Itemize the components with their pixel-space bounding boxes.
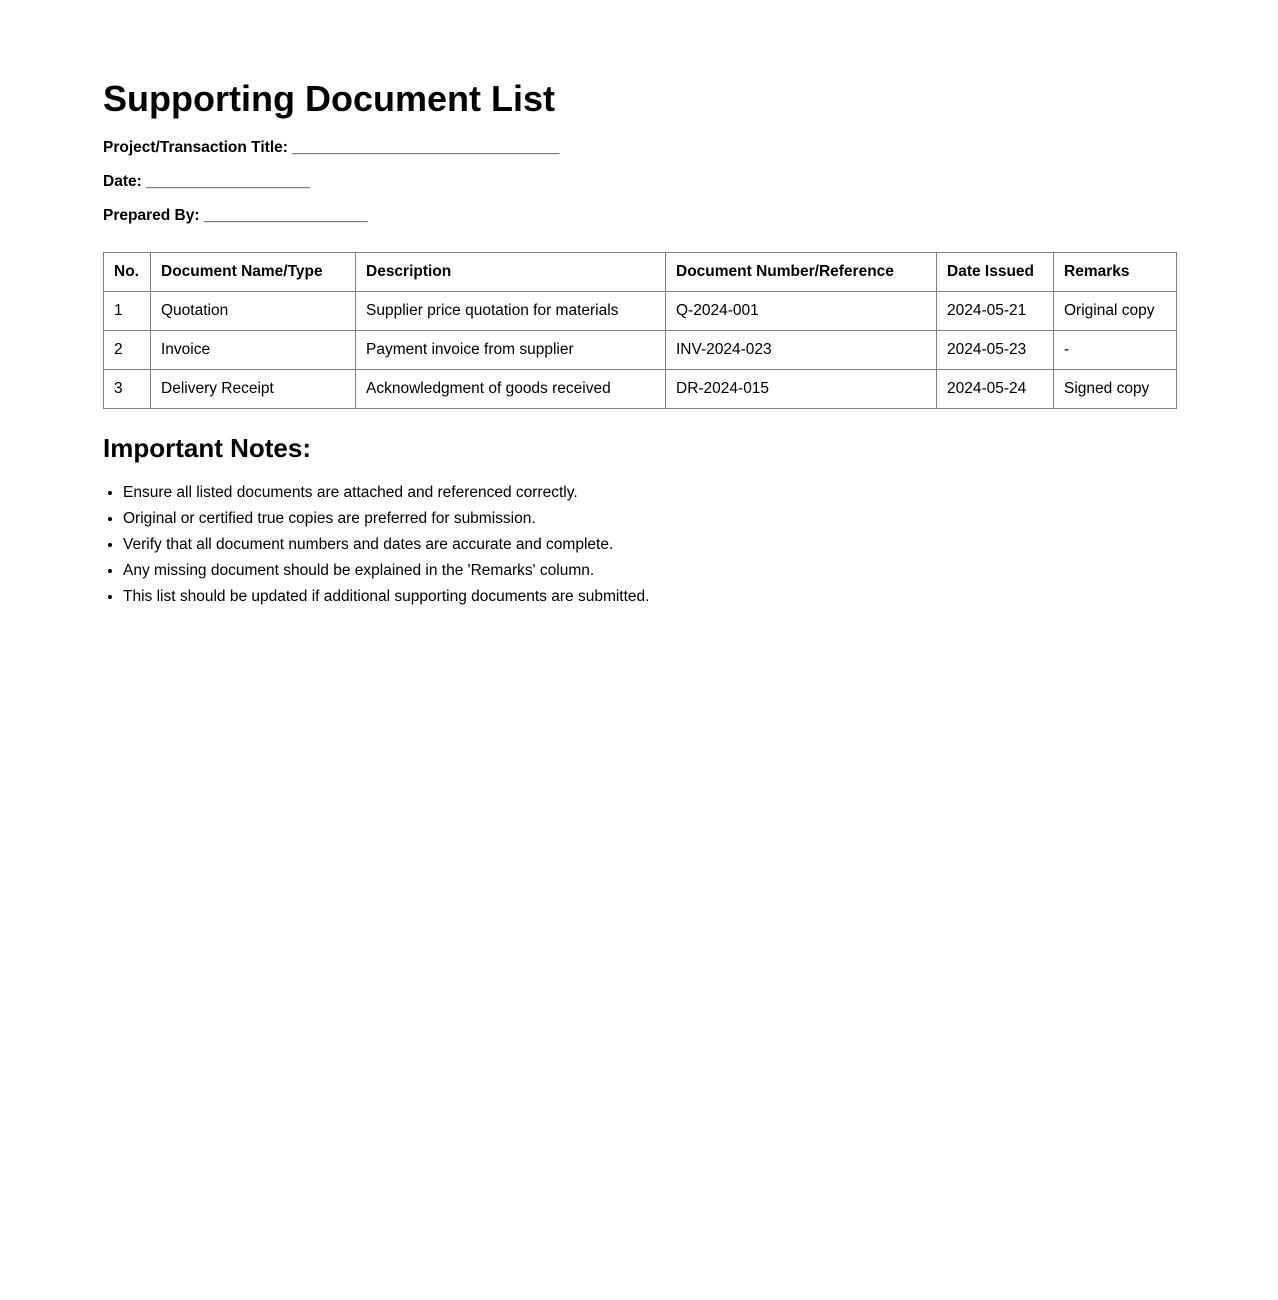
field-prepared-by-label: Prepared By: (103, 207, 200, 225)
field-date-label: Date: (103, 173, 142, 191)
notes-heading: Important Notes: (103, 433, 311, 464)
cell-no: 2 (104, 331, 151, 370)
cell-no: 1 (104, 292, 151, 331)
cell-remarks: Original copy (1054, 292, 1177, 331)
note-item: • Ensure all listed documents are attached and referenced correctly. (123, 480, 1178, 506)
notes-list (103, 480, 1178, 610)
cell-document-number-reference: Q-2024-001 (666, 292, 937, 331)
cell-remarks: Signed copy (1054, 370, 1177, 409)
header-document-name-type: Document Name/Type (151, 253, 356, 292)
note-item: • Any missing document should be explained in the 'Remarks' column. (123, 558, 1178, 584)
field-prepared-by (103, 205, 1178, 226)
supporting-documents-table (103, 252, 1177, 409)
cell-document-name-type: Delivery Receipt (151, 370, 356, 409)
header-date-issued: Date Issued (937, 253, 1054, 292)
field-date (103, 171, 1178, 192)
table-row (104, 331, 1177, 370)
table-row (104, 292, 1177, 331)
header-remarks: Remarks (1054, 253, 1177, 292)
field-project-title-label: Project/Transaction Title: (103, 139, 288, 157)
table-header-row (104, 253, 1177, 292)
cell-date-issued: 2024-05-23 (937, 331, 1054, 370)
header-no: No. (104, 253, 151, 292)
cell-description: Supplier price quotation for materials (356, 292, 666, 331)
field-date-blank: ___________________ (146, 173, 310, 191)
table-row (104, 370, 1177, 409)
header-description: Description (356, 253, 666, 292)
page-title: Supporting Document List (103, 78, 555, 119)
cell-document-number-reference: DR-2024-015 (666, 370, 937, 409)
cell-description: Payment invoice from supplier (356, 331, 666, 370)
note-item: • Original or certified true copies are preferred for submission. (123, 506, 1178, 532)
header-document-number-reference: Document Number/Reference (666, 253, 937, 292)
cell-description: Acknowledgment of goods received (356, 370, 666, 409)
cell-no: 3 (104, 370, 151, 409)
field-project-title-blank: _______________________________ (292, 139, 560, 157)
note-item: • Verify that all document numbers and dates are accurate and complete. (123, 532, 1178, 558)
cell-document-number-reference: INV-2024-023 (666, 331, 937, 370)
field-prepared-by-blank: ___________________ (203, 207, 368, 225)
cell-date-issued: 2024-05-24 (937, 370, 1054, 409)
cell-remarks: - (1054, 331, 1177, 370)
cell-document-name-type: Invoice (151, 331, 356, 370)
cell-date-issued: 2024-05-21 (937, 292, 1054, 331)
cell-document-name-type: Quotation (151, 292, 356, 331)
field-project-title (103, 137, 1178, 158)
note-item: • This list should be updated if additional supporting documents are submitted. (123, 584, 1178, 610)
